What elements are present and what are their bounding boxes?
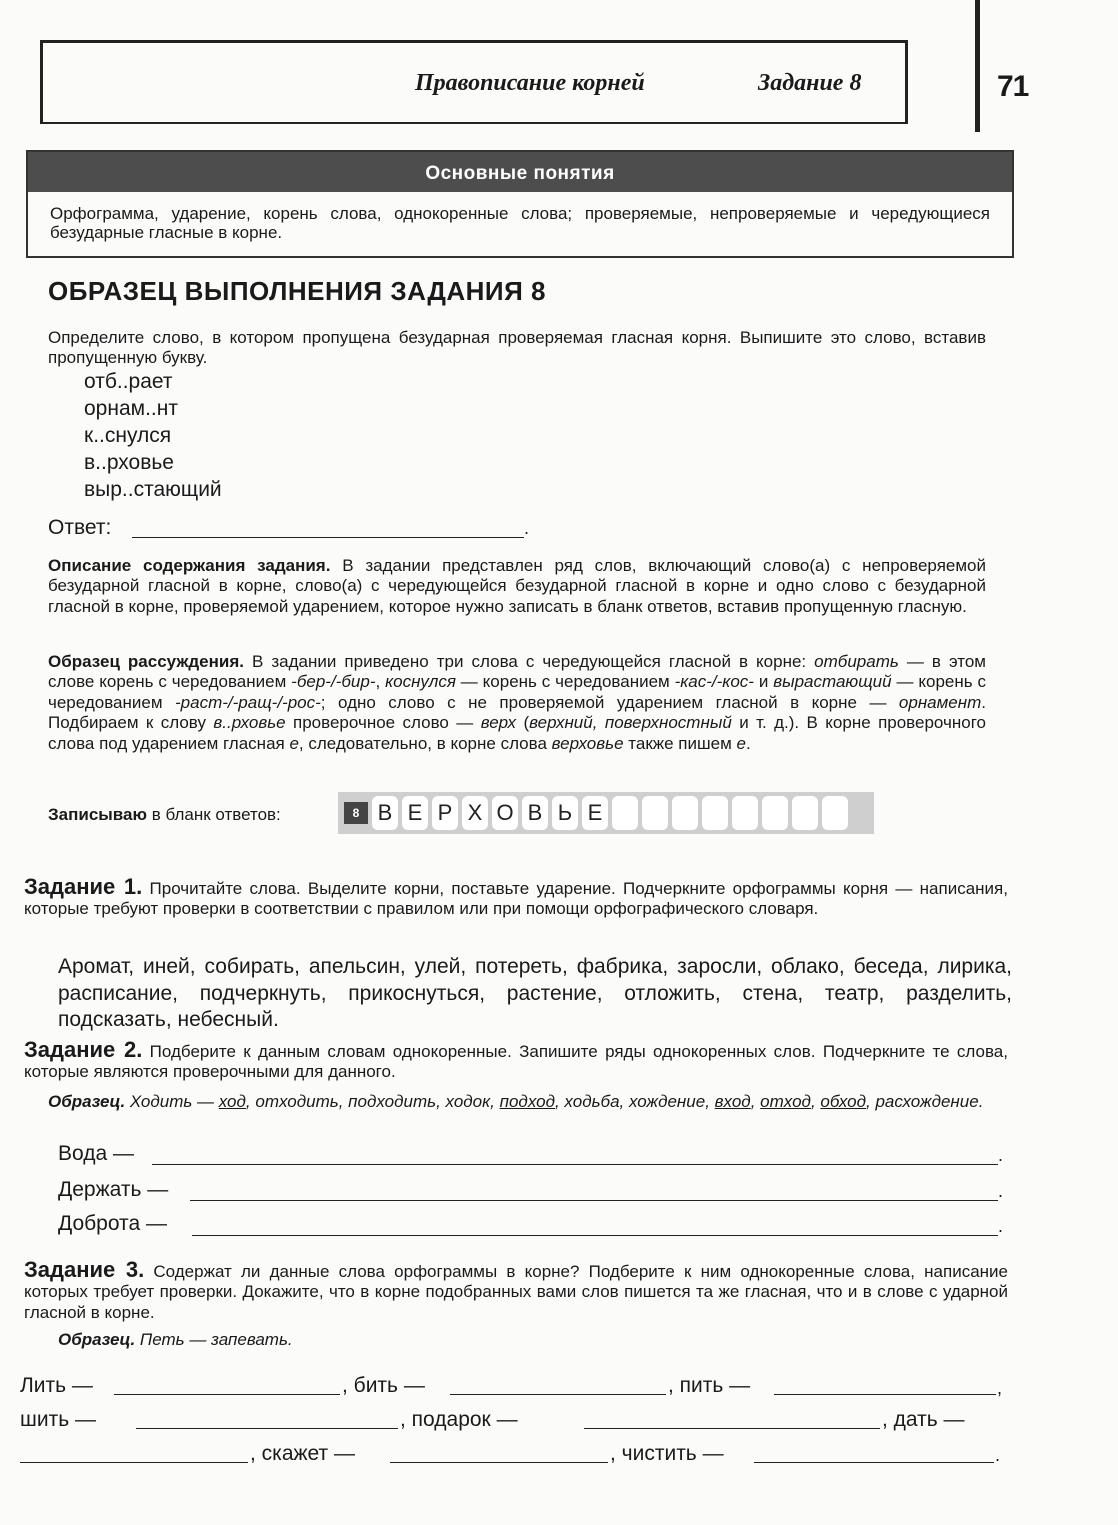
- reasoning-italic: коснулся: [385, 672, 456, 692]
- example-underlined: ход: [218, 1092, 246, 1111]
- sample-word-4: в..рховье: [84, 451, 174, 474]
- reasoning-paragraph: [48, 652, 986, 754]
- description-text: В задании представлен ряд слов, включающий слово(а) с непроверяемой безударной гласной в корне, слово(а) с чередующейся безударной гласной в корне и одно слово с безударной гласной в корне, проверяемой ударением, которое нужно записать в бланк ответов, вставив пропущенную гласную.: [48, 556, 986, 616]
- task2-line-voda[interactable]: [152, 1144, 998, 1165]
- grid-cell[interactable]: [672, 796, 698, 830]
- grid-cell[interactable]: Ь: [552, 796, 578, 830]
- task3-line-dat[interactable]: [20, 1442, 248, 1463]
- reasoning-italic: верх: [480, 713, 517, 733]
- reasoning-label: Образец рассуждения.: [48, 652, 244, 671]
- record-label: [48, 805, 338, 825]
- grid-cell[interactable]: Е: [402, 796, 428, 830]
- example-underlined: подход: [499, 1092, 555, 1111]
- task3-label: Задание 3.: [24, 1257, 145, 1282]
- example-text: , ходьба, хождение,: [554, 1092, 715, 1111]
- reasoning-italic: вырастающий: [773, 672, 892, 692]
- task3-item-shit: шить —: [20, 1408, 96, 1431]
- reasoning-italic: е: [289, 733, 299, 753]
- task2-example: [48, 1092, 1008, 1112]
- reasoning-italic: орнамент: [898, 692, 982, 712]
- reasoning-text: .: [745, 733, 751, 753]
- task2-row-dobrota: Доброта —: [58, 1212, 167, 1235]
- line-dot: .: [998, 1181, 1004, 1201]
- task2-example-label: Образец.: [48, 1092, 126, 1111]
- line-dot: .: [995, 1445, 1001, 1465]
- task3-line-bit[interactable]: [450, 1374, 666, 1395]
- task2-text: Подберите к данным словам однокоренные. Запишите ряды однокоренных слов. Подчеркните те слова, которые являются проверочными для данного.: [24, 1042, 1008, 1082]
- grid-cell[interactable]: [612, 796, 638, 830]
- task3-example-label: Образец.: [58, 1330, 136, 1349]
- reasoning-text: также пишем: [623, 733, 737, 753]
- task2-line-dobrota[interactable]: [192, 1215, 998, 1236]
- grid-cell[interactable]: [732, 796, 758, 830]
- grid-cell[interactable]: Е: [582, 796, 608, 830]
- task1-prompt: [24, 874, 1008, 920]
- concepts-text: Орфограмма, ударение, корень слова, однокоренные слова; проверяемые, непроверяемые и чередующиеся безударные гласные в корне.: [50, 204, 990, 242]
- sample-word-5: выр..стающий: [84, 478, 222, 501]
- grid-cell[interactable]: Х: [462, 796, 488, 830]
- example-text: , отходить, подходить, ходок,: [245, 1092, 500, 1111]
- grid-cell[interactable]: Р: [432, 796, 458, 830]
- line-dot: .: [998, 1145, 1004, 1165]
- answer-line[interactable]: [132, 517, 524, 538]
- task3-item-podarok: , подарок —: [400, 1408, 518, 1431]
- description-label: Описание содержания задания.: [48, 556, 331, 575]
- task2-row-voda: Вода —: [58, 1142, 134, 1165]
- task2-label: Задание 2.: [24, 1037, 143, 1062]
- example-text: ,: [750, 1092, 761, 1111]
- example-text: ,: [810, 1092, 821, 1111]
- example-underlined: отход: [760, 1092, 811, 1111]
- answer-grid: [338, 792, 874, 834]
- task2-row-derzhat: Держать —: [58, 1178, 169, 1201]
- example-underlined: обход: [820, 1092, 867, 1111]
- sample-heading: ОБРАЗЕЦ ВЫПОЛНЕНИЯ ЗАДАНИЯ 8: [48, 276, 546, 306]
- margin-rule: [975, 0, 980, 132]
- task3-line-skazhet[interactable]: [390, 1442, 608, 1463]
- task2-prompt: [24, 1037, 1008, 1083]
- reasoning-italic: -кас-/-кос-: [674, 672, 754, 692]
- line-dot: .: [998, 1216, 1004, 1236]
- reasoning-italic: е: [736, 733, 746, 753]
- reasoning-italic: -бер-/-бир-: [291, 672, 376, 692]
- reasoning-text: — корень с чередованием: [48, 672, 986, 712]
- reasoning-text: и: [753, 672, 774, 692]
- grid-cell[interactable]: [642, 796, 668, 830]
- header-task: Задание 8: [758, 70, 862, 96]
- task3-line-pit[interactable]: [774, 1374, 996, 1395]
- grid-cell[interactable]: В: [522, 796, 548, 830]
- line-comma: ,: [997, 1378, 1003, 1398]
- reasoning-italic: -раст-/-ращ-/-рос-: [175, 692, 321, 712]
- reasoning-text: В задании приведено три слова с чередующейся гласной в корне:: [244, 652, 815, 671]
- sample-word-1: отб..рает: [84, 370, 173, 393]
- reasoning-text: . Подбираем к слову: [48, 692, 986, 733]
- example-text: , расхождение.: [866, 1092, 984, 1111]
- task3-line-chistit[interactable]: [754, 1442, 994, 1463]
- task2-line-derzhat[interactable]: [190, 1180, 998, 1201]
- task3-item-skazhet: , скажет —: [250, 1442, 355, 1465]
- grid-cell[interactable]: В: [372, 796, 398, 830]
- header-title: Правописание корней: [415, 70, 645, 96]
- example-text: Ходить —: [125, 1092, 219, 1111]
- grid-cell[interactable]: [702, 796, 728, 830]
- task3-example: [58, 1330, 958, 1350]
- task1-words: Аромат, иней, собирать, апельсин, улей, потереть, фабрика, заросли, облако, беседа, лирика, расписание, подчеркнуть, прикоснуться, растение, отложить, стена, театр, разделить, подсказать, небесный.: [58, 955, 1012, 1031]
- grid-cell[interactable]: [762, 796, 788, 830]
- reasoning-italic: в..рховье: [213, 713, 286, 733]
- task1-text: Прочитайте слова. Выделите корни, поставьте ударение. Подчеркните орфограммы корня — написания, которые требуют проверки в соответствии с правилом или при помощи орфографического словаря.: [24, 879, 1008, 919]
- reasoning-text: — в этом слове корень с чередованием: [48, 652, 986, 692]
- record-text: в бланк ответов:: [147, 805, 281, 824]
- task3-item-lit: Лить —: [20, 1374, 93, 1397]
- reasoning-italic: отбирать: [814, 652, 899, 671]
- task3-item-pit: , пить —: [668, 1374, 751, 1397]
- task3-item-bit: , бить —: [342, 1374, 425, 1397]
- reasoning-text: ,: [375, 672, 386, 692]
- task3-example-text: Петь — запевать.: [135, 1330, 293, 1349]
- task3-line-lit[interactable]: [114, 1374, 340, 1395]
- grid-cell[interactable]: [822, 796, 848, 830]
- grid-cell[interactable]: [792, 796, 818, 830]
- reasoning-italic: верховье: [551, 733, 624, 753]
- reasoning-text: , следовательно, в корне слова: [298, 733, 552, 753]
- answer-label: Ответ:: [48, 516, 112, 539]
- record-bold: Записываю: [48, 805, 147, 824]
- concepts-box: [26, 150, 1014, 258]
- answer-dot: .: [524, 518, 530, 538]
- sample-instruction: Определите слово, в котором пропущена безударная проверяемая гласная корня. Выпишите это слово, вставив пропущенную букву.: [48, 328, 986, 368]
- grid-cell[interactable]: О: [492, 796, 518, 830]
- task3-text: Содержат ли данные слова орфограммы в корне? Подберите к ним однокоренные слова, написание которых требует проверки. Докажите, что в корне подобранных вами слов пишется та же гласная, что и в слове с ударной гласной в корне.: [24, 1262, 1008, 1322]
- sample-word-3: к..снулся: [84, 424, 172, 447]
- sample-word-2: орнам..нт: [84, 397, 178, 420]
- concepts-title: Основные понятия: [28, 152, 1012, 192]
- task3-line-podarok[interactable]: [584, 1408, 880, 1429]
- reasoning-text: ; одно слово с не проверяемой ударением гласной в корне —: [320, 692, 899, 712]
- reasoning-text: и т. д.). В корне проверочного слова под ударением гласная: [48, 713, 986, 753]
- page-number: 71: [997, 70, 1029, 103]
- reasoning-text: — корень с чередованием: [455, 672, 675, 692]
- task1-label: Задание 1.: [24, 874, 143, 899]
- reasoning-italic: верхний, поверхностный: [529, 713, 732, 733]
- reasoning-text: проверочное слово —: [285, 713, 481, 733]
- task-description: [48, 556, 986, 617]
- task3-item-chistit: , чистить —: [610, 1442, 724, 1465]
- task3-line-shit[interactable]: [136, 1408, 398, 1429]
- grid-task-number: 8: [344, 802, 368, 824]
- example-underlined: вход: [714, 1092, 751, 1111]
- reasoning-text: (: [516, 713, 530, 733]
- task3-prompt: [24, 1257, 1008, 1323]
- task3-item-dat: , дать —: [882, 1408, 965, 1431]
